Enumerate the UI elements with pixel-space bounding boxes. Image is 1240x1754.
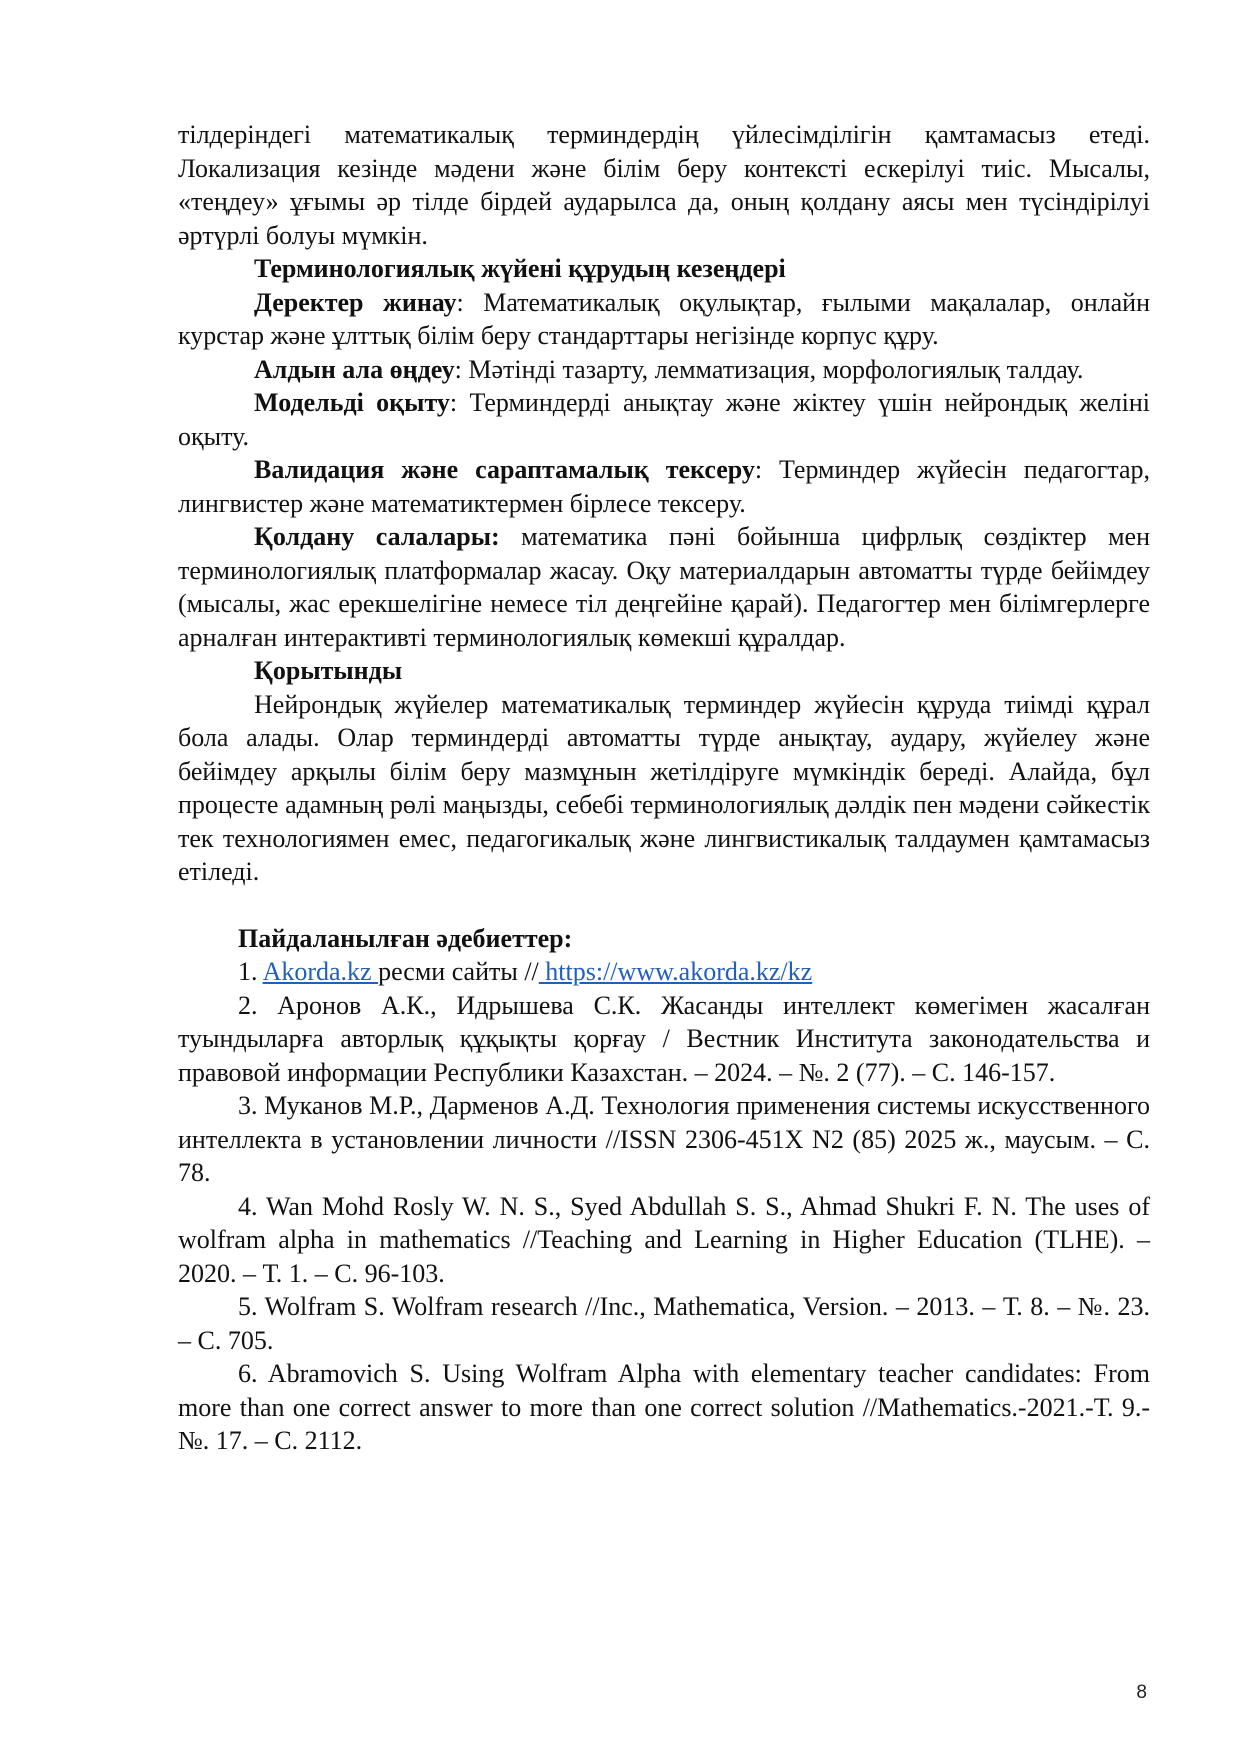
stage-text: : Терминдер жүйесін педагогтар, лингвистер және математиктермен бірлесе тексеру. (178, 455, 1150, 518)
reference-item (178, 955, 1150, 989)
stage-title: Қолдану салалары: (254, 522, 500, 551)
akorda-url-link[interactable]: https://www.akorda.kz/kz (538, 957, 813, 986)
reference-text: ресми сайты // (378, 957, 539, 986)
stage-item (178, 386, 1150, 453)
document-page (178, 118, 1150, 1458)
stage-title: Деректер жинау (254, 287, 457, 317)
reference-item: 5. Wolfram S. Wolfram research //Inc., Mathematica, Version. – 2013. – Т. 8. – №. 23. – С. 705. (178, 1292, 1150, 1355)
akorda-link[interactable]: Akorda.kz (262, 957, 379, 986)
stage-text: : Терминдерді анықтау және жіктеу үшін нейрондық желіні оқыту. (178, 388, 1150, 451)
stage-title: Валидация және сараптамалық тексеру (254, 455, 755, 484)
reference-number: 1. (238, 957, 263, 986)
stage-item (178, 286, 1150, 353)
section-gap (178, 889, 1150, 922)
stage-item (178, 453, 1150, 520)
stage-text: : Мәтінді тазарту, лемматизация, морфологиялық талдау. (454, 354, 1084, 384)
reference-item: 6. Abramovich S. Using Wolfram Alpha with elementary teacher candidates: From more than one correct answer to more than one correct solution //Mathematics.-2021.-Т. 9.-№. 17. – С. 2112. (178, 1359, 1150, 1455)
stage-title: Модельді оқыту (254, 388, 450, 417)
stage-item (178, 353, 1150, 387)
reference-item: 4. Wan Mohd Rosly W. N. S., Syed Abdullah S. S., Ahmad Shukri F. N. The uses of wolfram alpha in mathematics //Teaching and Learning in Higher Education (TLHE). – 2020. – Т. 1. – С. 96-103. (178, 1191, 1150, 1288)
stage-text: математика пәні бойынша цифрлық сөздіктер мен терминологиялық платформалар жасау. Оқу материалдарын автоматты түрде бейімдеу (мысалы, жас ерекшелігіне немесе тіл деңгейіне қарай). Педагогтер мен білімгерлерге арналған интерактивті терминологиялық көмекші құралдар. (178, 522, 1150, 652)
stages-heading: Терминологиялық жүйені құрудың кезеңдері (254, 254, 786, 283)
stage-item (178, 520, 1150, 654)
page-number: 8 (1136, 1682, 1147, 1703)
intro-paragraph: тілдеріндегі математикалық терминдердің үйлесімділігін қамтамасыз етеді. Локализация кезінде мәдени және білім беру контексті ескерілуі тиіс. Мысалы, «теңдеу» ұғымы әр тілде бірдей аударылса да, оның қолдану аясы мен түсіндірілуі әртүрлі болуы мүмкін. (178, 120, 1150, 250)
stage-title: Алдын ала өңдеу (254, 354, 455, 384)
conclusion-heading: Қорытынды (254, 656, 403, 685)
reference-item: 2. Аронов А.К., Идрышева С.К. Жасанды интеллект көмегімен жасалған туындыларға авторлық құқықты қорғау / Вестник Института законодательства и правовой информации Республики Казахстан. – 2024. – №. 2 (77). – С. 146-157. (178, 990, 1150, 1087)
reference-item: 3. Муканов М.Р., Дарменов А.Д. Технология применения системы искусственного интеллекта в установлении личности //ISSN 2306-451X N2 (85) 2025 ж., маусым. – С. 78. (178, 1091, 1150, 1187)
stage-text: : Математикалық оқулықтар, ғылыми мақалалар, онлайн курстар және ұлттық білім беру стандарттары негізінде корпус құру. (178, 287, 1150, 350)
references-heading: Пайдаланылған әдебиеттер: (238, 923, 573, 953)
conclusion-paragraph: Нейрондық жүйелер математикалық терминдер жүйесін құруда тиімді құрал бола алады. Олар терминдерді автоматты түрде анықтау, аудару, жүйелеу және бейімдеу арқылы білім беру мазмұнын жетілдіруге мүмкіндік береді. Алайда, бұл процесте адамның рөлі маңызды, себебі терминологиялық дәлдік пен мәдени сәйкестік тек технологиямен емес, педагогикалық және лингвистикалық талдаумен қамтамасыз етіледі. (178, 689, 1150, 886)
